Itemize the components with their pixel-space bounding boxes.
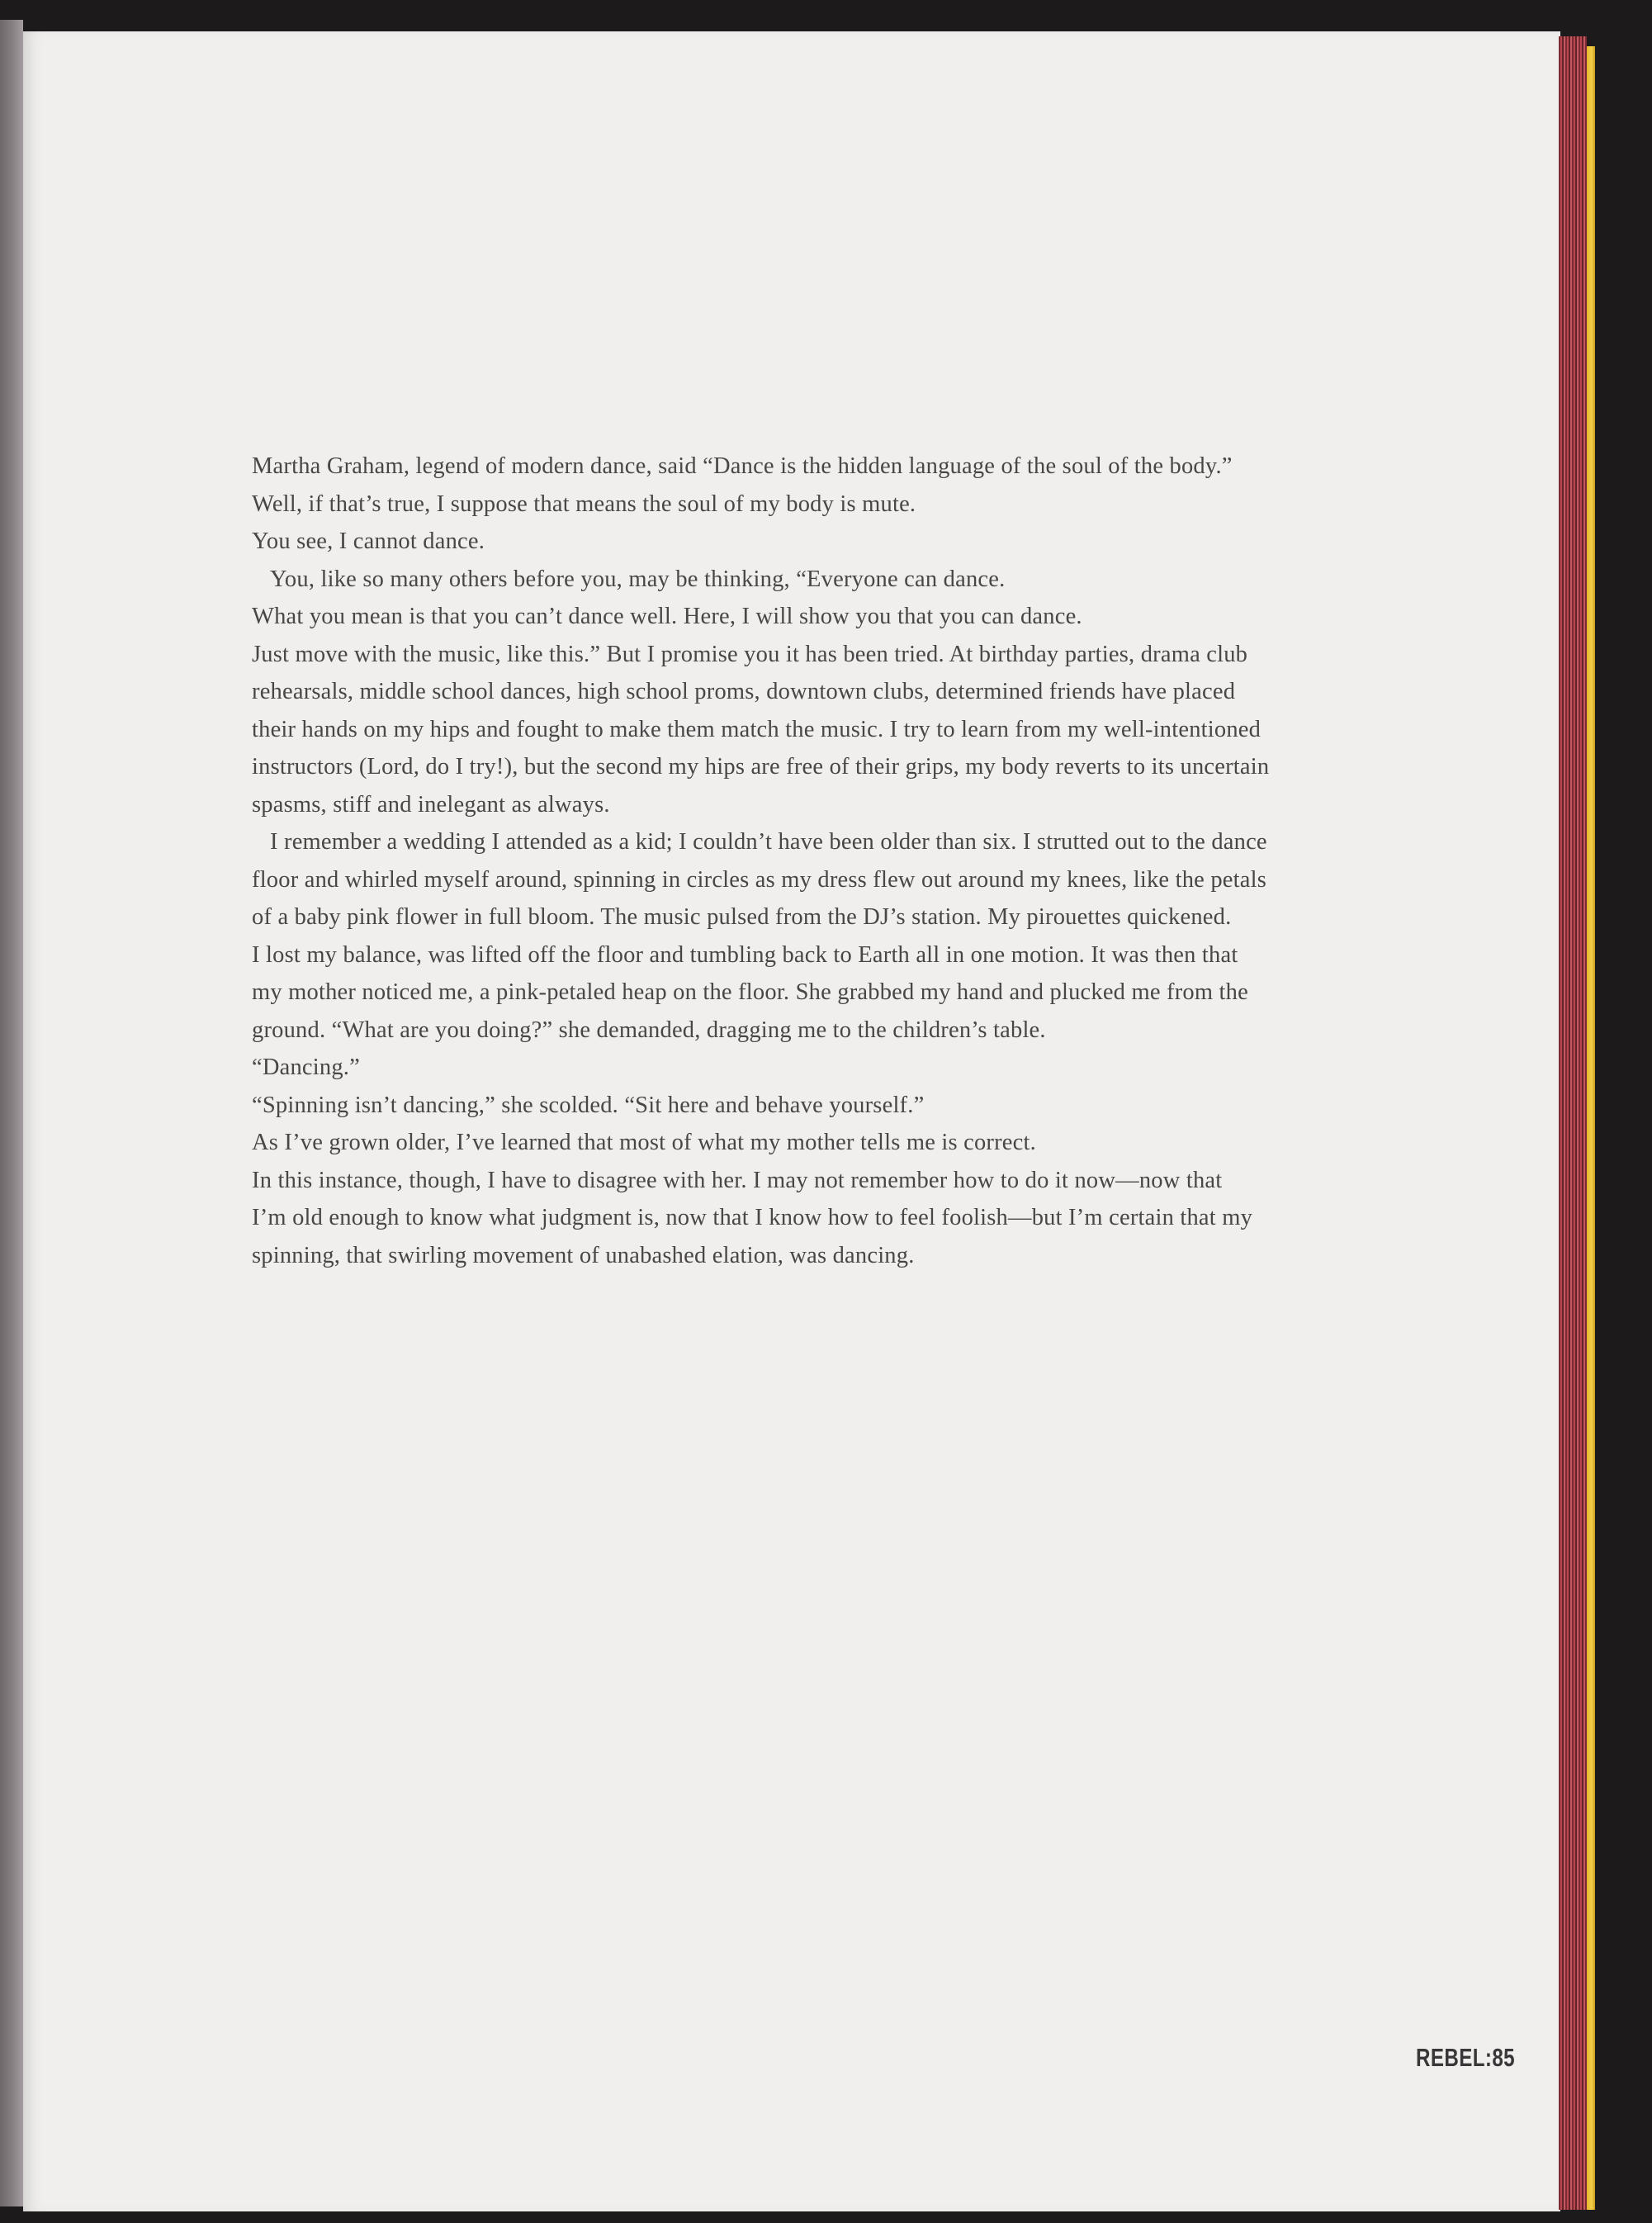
text-line: my mother noticed me, a pink-petaled heap on the floor. She grabbed my hand and plucked me from the	[252, 979, 1248, 1005]
text-line: their hands on my hips and fought to make them match the music. I try to learn from my well-intentioned	[252, 716, 1261, 742]
essay-text	[252, 448, 1342, 1274]
text-line: Just move with the music, like this.” But I promise you it has been tried. At birthday parties, drama club	[252, 641, 1248, 667]
text-line: “Spinning isn’t dancing,” she scolded. “Sit here and behave yourself.”	[252, 1092, 925, 1118]
text-line: You see, I cannot dance.	[252, 528, 485, 554]
text-line: Martha Graham, legend of modern dance, said “Dance is the hidden language of the soul of the body.”	[252, 453, 1233, 479]
text-line: spinning, that swirling movement of unabashed elation, was dancing.	[252, 1242, 915, 1268]
text-line: “Dancing.”	[252, 1055, 360, 1080]
text-line: What you mean is that you can’t dance well. Here, I will show you that you can dance.	[252, 604, 1082, 629]
text-line: of a baby pink flower in full bloom. The music pulsed from the DJ’s station. My pirouettes quickened.	[252, 904, 1232, 930]
text-line: As I’ve grown older, I’ve learned that most of what my mother tells me is correct.	[252, 1130, 1036, 1155]
text-line: You, like so many others before you, may be thinking, “Everyone can dance.	[270, 566, 1006, 592]
text-line: spasms, stiff and inelegant as always.	[252, 791, 610, 818]
text-line: I’m old enough to know what judgment is, now that I know how to feel foolish—but I’m certain that my	[252, 1205, 1253, 1230]
text-line: Well, if that’s true, I suppose that means the soul of my body is mute.	[252, 491, 916, 517]
text-line: floor and whirled myself around, spinning in circles as my dress flew out around my knees, like the petals	[252, 866, 1266, 893]
text-line: I remember a wedding I attended as a kid; I couldn’t have been older than six. I strutted out to the dance	[270, 829, 1267, 855]
text-line: instructors (Lord, do I try!), but the second my hips are free of their grips, my body reverts to its uncertain	[252, 754, 1270, 780]
previous-page-edge	[0, 20, 23, 2206]
page-stack-edge	[1559, 36, 1587, 2210]
cover-edge	[1587, 46, 1595, 2210]
page-folio: REBEL:85	[1416, 2043, 1516, 2072]
text-line: I lost my balance, was lifted off the floor and tumbling back to Earth all in one motion. It was then that	[252, 941, 1238, 968]
text-line: rehearsals, middle school dances, high school proms, downtown clubs, determined friends have placed	[252, 679, 1236, 704]
text-line: ground. “What are you doing?” she demanded, dragging me to the children’s table.	[252, 1017, 1046, 1043]
text-line: In this instance, though, I have to disagree with her. I may not remember how to do it now—now that	[252, 1167, 1223, 1193]
